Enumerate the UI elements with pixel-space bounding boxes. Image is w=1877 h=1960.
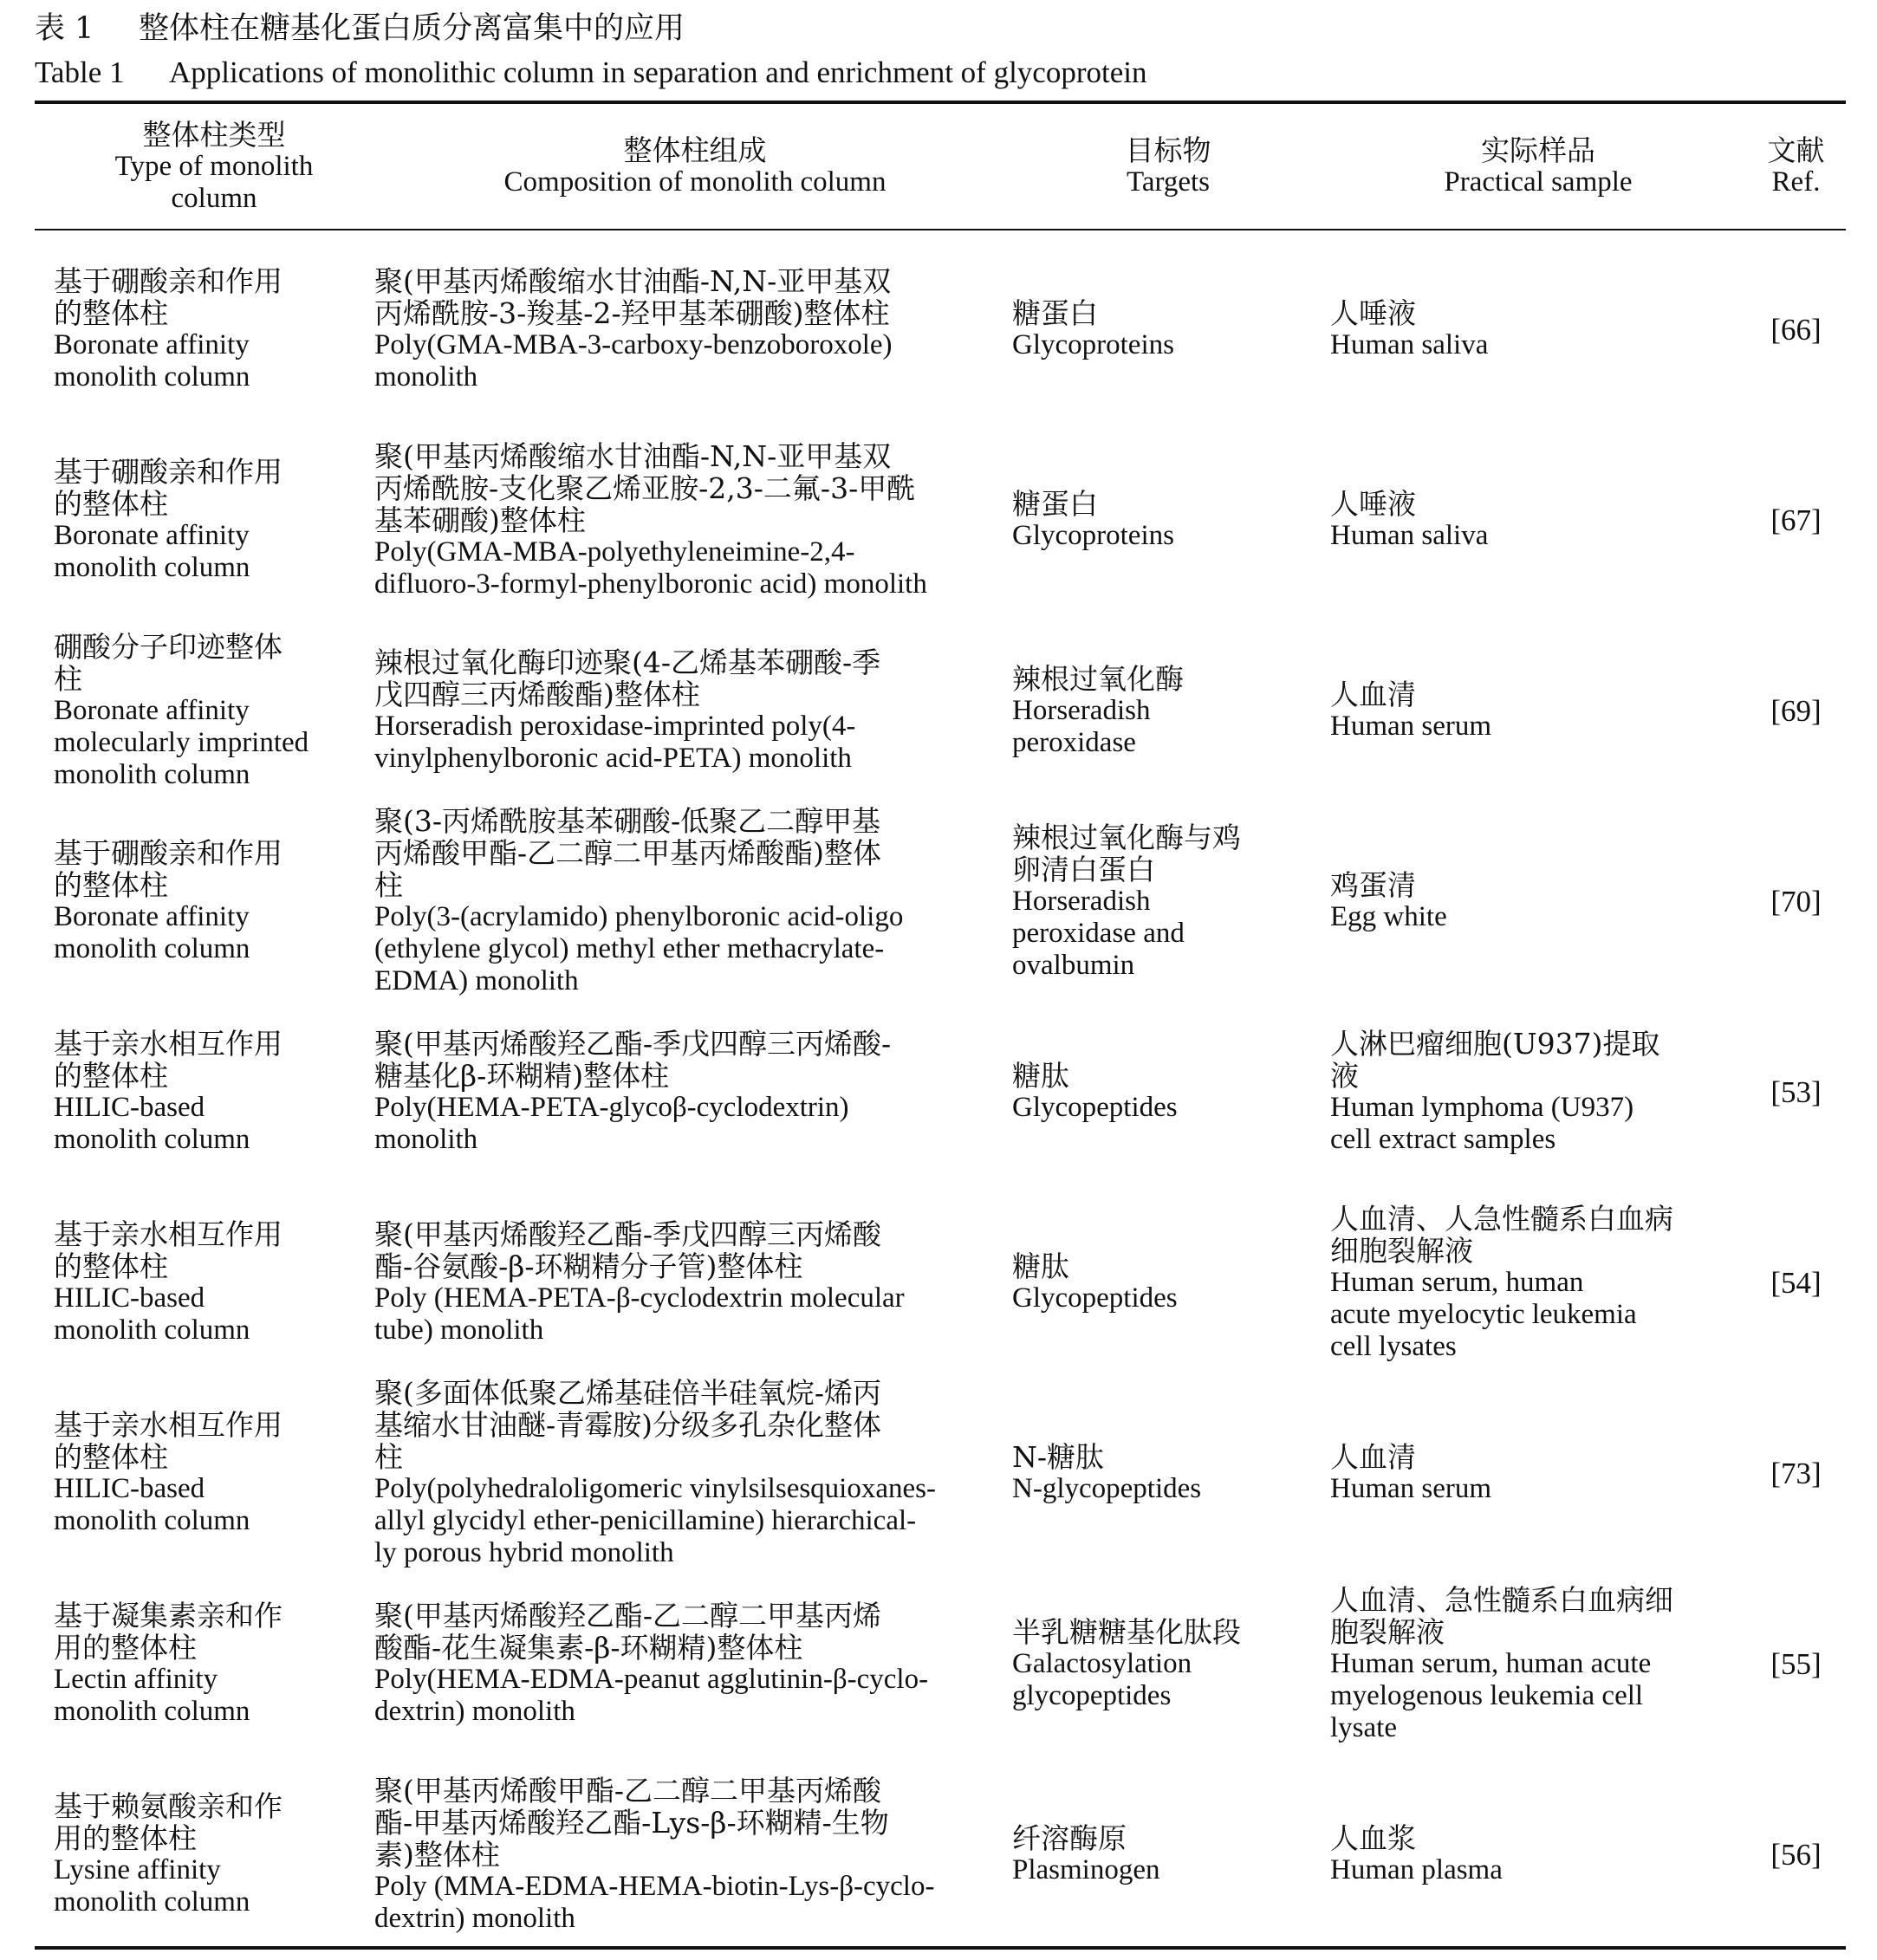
cell-composition-line: Poly(HEMA-EDMA-peanut agglutinin-β-cyclo- xyxy=(374,1664,929,1695)
header-ref-en: Ref. xyxy=(1771,166,1821,198)
cell-type-line: 基于凝集素亲和作 xyxy=(54,1599,283,1632)
cell-composition-line: Poly(polyhedraloligomeric vinylsilsesquioxanes- xyxy=(374,1473,936,1504)
cell-type-line: 的整体柱 xyxy=(54,1059,168,1093)
cell-target-line: N-glycopeptides xyxy=(1012,1473,1202,1504)
table-row xyxy=(35,1568,1846,1759)
cell-composition-line: Poly (MMA-EDMA-HEMA-biotin-Lys-β-cyclo- xyxy=(374,1870,935,1902)
cell-target xyxy=(1012,806,1324,996)
cell-type-line: monolith column xyxy=(54,1505,250,1536)
header-type xyxy=(54,106,374,227)
cell-target xyxy=(1012,1378,1324,1568)
cell-composition xyxy=(374,1187,1016,1378)
cell-type-line: HILIC-based xyxy=(54,1282,205,1314)
cell-sample-line: 人血清 xyxy=(1330,678,1416,711)
cell-type-line: 的整体柱 xyxy=(54,1440,168,1474)
cell-target-line: N-糖肽 xyxy=(1012,1440,1105,1474)
cell-type-line: Boronate affinity xyxy=(54,901,250,932)
cell-composition-line: (ethylene glycol) methyl ether methacrylate- xyxy=(374,933,885,964)
cell-type-line: 基于赖氨酸亲和作 xyxy=(54,1789,283,1823)
cell-ref xyxy=(1746,806,1846,996)
cell-target-line: peroxidase and xyxy=(1012,917,1185,949)
cell-sample xyxy=(1330,806,1746,996)
cell-ref xyxy=(1746,425,1846,615)
cell-composition-line: monolith xyxy=(374,361,478,393)
table-header xyxy=(35,106,1846,227)
header-targets xyxy=(1012,106,1324,227)
reference-number: [67] xyxy=(1770,503,1822,537)
table-caption xyxy=(35,7,1146,95)
reference-number: [53] xyxy=(1770,1074,1822,1109)
header-sample-en: Practical sample xyxy=(1444,166,1633,198)
header-composition-cn: 整体柱组成 xyxy=(623,133,767,167)
cell-type xyxy=(54,1187,374,1378)
cell-type-line: monolith column xyxy=(54,933,250,964)
cell-target-line: 糖肽 xyxy=(1012,1059,1069,1093)
reference-number: [55] xyxy=(1770,1646,1822,1681)
cell-type-line: monolith column xyxy=(54,1696,250,1727)
cell-target-line: peroxidase xyxy=(1012,726,1136,758)
cell-composition-line: 酯-甲基丙烯酸羟乙酯-Lys-β-环糊精-生物 xyxy=(374,1805,889,1840)
cell-ref xyxy=(1746,1568,1846,1759)
table-row xyxy=(35,1378,1846,1568)
header-type-en2: column xyxy=(171,182,257,214)
cell-target-line: ovalbumin xyxy=(1012,949,1135,981)
table-row xyxy=(35,996,1846,1187)
cell-sample-line: Egg white xyxy=(1330,901,1447,932)
cell-composition-line: 辣根过氧化酶印迹聚(4-乙烯基苯硼酸-季 xyxy=(374,646,881,679)
cell-type-line: 的整体柱 xyxy=(54,487,168,521)
cell-composition-line: 基苯硼酸)整体柱 xyxy=(374,503,586,537)
cell-composition-line: Poly(HEMA-PETA-glycoβ-cyclodextrin) xyxy=(374,1092,849,1123)
cell-composition-line: 聚(甲基丙烯酸甲酯-乙二醇二甲基丙烯酸 xyxy=(374,1773,882,1807)
cell-sample-line: 胞裂解液 xyxy=(1330,1614,1445,1649)
cell-target xyxy=(1012,996,1324,1187)
caption-en-number: Table 1 xyxy=(35,55,125,89)
cell-composition-line: 聚(多面体低聚乙烯基硅倍半硅氧烷-烯丙 xyxy=(374,1376,882,1410)
cell-type-line: monolith column xyxy=(54,1886,250,1918)
cell-type-line: 基于亲水相互作用 xyxy=(54,1217,283,1251)
cell-type-line: Boronate affinity xyxy=(54,694,250,726)
cell-target xyxy=(1012,234,1324,425)
cell-target-line: Plasminogen xyxy=(1012,1854,1160,1885)
cell-target-line: Glycoproteins xyxy=(1012,520,1174,551)
cell-composition-line: 柱 xyxy=(374,868,403,902)
header-ref-cn: 文献 xyxy=(1767,133,1825,167)
cell-type-line: Boronate affinity xyxy=(54,520,250,551)
cell-type-line: 基于硼酸亲和作用 xyxy=(54,836,283,870)
reference-number: [56] xyxy=(1770,1837,1822,1872)
table-row xyxy=(35,1759,1846,1950)
cell-type-line: monolith column xyxy=(54,758,250,790)
header-composition-en: Composition of monolith column xyxy=(503,166,887,198)
cell-target-line: 辣根过氧化酶与鸡 xyxy=(1012,820,1241,854)
cell-sample xyxy=(1330,996,1746,1187)
cell-sample-line: Human serum xyxy=(1330,711,1492,742)
table-bottom-rule xyxy=(35,1946,1846,1950)
cell-composition xyxy=(374,996,1016,1187)
cell-type-line: Lysine affinity xyxy=(54,1854,221,1885)
cell-sample-line: 人血浆 xyxy=(1330,1821,1416,1855)
cell-sample-line: 人血清、急性髓系白血病细 xyxy=(1330,1582,1673,1617)
cell-type xyxy=(54,425,374,615)
cell-composition-line: 聚(甲基丙烯酸羟乙酯-季戊四醇三丙烯酸- xyxy=(374,1027,892,1061)
cell-composition xyxy=(374,234,1016,425)
caption-english xyxy=(35,50,1146,95)
caption-en-title: Applications of monolithic column in separation and enrichment of glycoprotein xyxy=(169,55,1147,89)
cell-type-line: 柱 xyxy=(54,661,82,696)
cell-composition-line: EDMA) monolith xyxy=(374,965,579,996)
cell-target-line: Glycopeptides xyxy=(1012,1092,1178,1123)
header-targets-en: Targets xyxy=(1126,166,1211,198)
cell-sample xyxy=(1330,1568,1746,1759)
cell-sample xyxy=(1330,1187,1746,1378)
cell-ref xyxy=(1746,1187,1846,1378)
cell-target xyxy=(1012,425,1324,615)
cell-type-line: 的整体柱 xyxy=(54,1249,168,1283)
cell-sample-line: 人淋巴瘤细胞(U937)提取 xyxy=(1330,1027,1660,1061)
cell-type xyxy=(54,615,374,806)
table-row xyxy=(35,425,1846,615)
cell-sample-line: cell lysates xyxy=(1330,1330,1457,1362)
cell-type-line: Boronate affinity xyxy=(54,329,250,360)
cell-sample-line: Human serum, human xyxy=(1330,1266,1584,1298)
cell-composition xyxy=(374,1759,1016,1950)
cell-ref xyxy=(1746,615,1846,806)
cell-sample-line: 人血清、人急性髓系白血病 xyxy=(1330,1201,1673,1236)
cell-composition-line: monolith xyxy=(374,1124,478,1155)
header-type-cn: 整体柱类型 xyxy=(142,117,286,152)
table-row xyxy=(35,1187,1846,1378)
cell-sample xyxy=(1330,1759,1746,1950)
cell-ref xyxy=(1746,996,1846,1187)
header-sample-cn: 实际样品 xyxy=(1481,133,1595,167)
cell-sample xyxy=(1330,425,1746,615)
cell-composition xyxy=(374,615,1016,806)
table-row xyxy=(35,234,1846,425)
cell-target-line: 糖蛋白 xyxy=(1012,487,1098,521)
cell-type-line: Lectin affinity xyxy=(54,1664,218,1695)
cell-target-line: 纤溶酶原 xyxy=(1012,1821,1127,1855)
cell-sample-line: 人血清 xyxy=(1330,1440,1416,1474)
cell-target xyxy=(1012,1187,1324,1378)
cell-target xyxy=(1012,615,1324,806)
cell-target-line: 糖肽 xyxy=(1012,1249,1069,1283)
cell-composition-line: 丙烯酰胺-支化聚乙烯亚胺-2,3-二氟-3-甲酰 xyxy=(374,471,916,505)
cell-composition-line: Poly (HEMA-PETA-β-cyclodextrin molecular xyxy=(374,1282,905,1314)
cell-sample-line: 人唾液 xyxy=(1330,487,1416,521)
reference-number: [69] xyxy=(1770,693,1822,728)
cell-composition-line: 糖基化β-环糊精)整体柱 xyxy=(374,1059,670,1093)
cell-composition-line: Poly(GMA-MBA-polyethyleneimine-2,4- xyxy=(374,535,855,568)
reference-number: [70] xyxy=(1770,884,1822,918)
cell-composition-line: difluoro-3-formyl-phenylboronic acid) monolith xyxy=(374,568,927,600)
cell-type-line: 用的整体柱 xyxy=(54,1821,197,1855)
cell-type-line: 基于硼酸亲和作用 xyxy=(54,455,283,489)
cell-target-line: 半乳糖糖基化肽段 xyxy=(1012,1614,1241,1649)
cell-composition xyxy=(374,1568,1016,1759)
cell-type-line: monolith column xyxy=(54,1124,250,1155)
cell-sample-line: 细胞裂解液 xyxy=(1330,1233,1473,1268)
cell-composition xyxy=(374,806,1016,996)
cell-composition-line: 丙烯酸甲酯-乙二醇二甲基丙烯酸酯)整体 xyxy=(374,836,882,870)
cell-composition-line: 酯-谷氨酸-β-环糊精分子管)整体柱 xyxy=(374,1249,803,1283)
reference-number: [54] xyxy=(1770,1265,1822,1300)
cell-type xyxy=(54,996,374,1187)
cell-sample-line: myelogenous leukemia cell xyxy=(1330,1679,1644,1711)
cell-target-line: Horseradish xyxy=(1012,694,1151,726)
cell-type xyxy=(54,1568,374,1759)
cell-sample-line: Human saliva xyxy=(1330,520,1489,551)
cell-sample-line: 人唾液 xyxy=(1330,296,1416,330)
cell-target-line: Glycoproteins xyxy=(1012,329,1174,360)
cell-composition-line: 柱 xyxy=(374,1440,403,1474)
cell-sample-line: acute myelocytic leukemia xyxy=(1330,1298,1637,1330)
cell-ref xyxy=(1746,1759,1846,1950)
cell-composition-line: allyl glycidyl ether-penicillamine) hierarchical- xyxy=(374,1505,917,1536)
cell-type-line: 用的整体柱 xyxy=(54,1631,197,1665)
cell-target-line: 糖蛋白 xyxy=(1012,296,1098,330)
cell-composition-line: Poly(GMA-MBA-3-carboxy-benzoboroxole) xyxy=(374,329,893,360)
cell-type xyxy=(54,234,374,425)
cell-target-line: 辣根过氧化酶 xyxy=(1012,661,1184,696)
cell-sample xyxy=(1330,615,1746,806)
cell-target-line: Horseradish xyxy=(1012,885,1151,917)
cell-composition-line: 聚(甲基丙烯酸羟乙酯-季戊四醇三丙烯酸 xyxy=(374,1217,882,1251)
cell-sample-line: cell extract samples xyxy=(1330,1124,1556,1155)
cell-type xyxy=(54,806,374,996)
cell-composition-line: vinylphenylboronic acid-PETA) monolith xyxy=(374,743,852,774)
cell-type-line: HILIC-based xyxy=(54,1092,205,1123)
cell-sample-line: 液 xyxy=(1330,1059,1359,1093)
cell-type-line: monolith column xyxy=(54,361,250,393)
reference-number: [66] xyxy=(1770,312,1822,347)
cell-ref xyxy=(1746,1378,1846,1568)
cell-composition-line: 聚(甲基丙烯酸羟乙酯-乙二醇二甲基丙烯 xyxy=(374,1599,882,1632)
cell-composition-line: 聚(3-丙烯酰胺基苯硼酸-低聚乙二醇甲基 xyxy=(374,804,881,838)
cell-composition-line: 素)整体柱 xyxy=(374,1837,500,1872)
cell-target xyxy=(1012,1568,1324,1759)
header-type-en1: Type of monolith xyxy=(114,150,314,182)
cell-composition xyxy=(374,425,1016,615)
cell-composition-line: tube) monolith xyxy=(374,1314,544,1346)
caption-cn-title: 整体柱在糖基化蛋白质分离富集中的应用 xyxy=(139,11,685,46)
cell-ref xyxy=(1746,234,1846,425)
cell-composition-line: 基缩水甘油醚-青霉胺)分级多孔杂化整体 xyxy=(374,1408,882,1442)
cell-composition-line: 聚(甲基丙烯酸缩水甘油酯-N,N-亚甲基双 xyxy=(374,438,892,473)
table-row xyxy=(35,615,1846,806)
cell-sample-line: lysate xyxy=(1330,1711,1397,1743)
cell-type-line: 硼酸分子印迹整体 xyxy=(54,629,283,664)
table-top-rule xyxy=(35,101,1846,104)
cell-type-line: 的整体柱 xyxy=(54,868,168,902)
cell-type-line: HILIC-based xyxy=(54,1473,205,1504)
cell-sample-line: Human serum xyxy=(1330,1473,1492,1504)
cell-sample-line: Human saliva xyxy=(1330,329,1489,360)
cell-sample xyxy=(1330,1378,1746,1568)
caption-cn-number: 表 1 xyxy=(35,11,94,46)
cell-composition-line: Horseradish peroxidase-imprinted poly(4- xyxy=(374,711,856,742)
cell-sample xyxy=(1330,234,1746,425)
cell-target xyxy=(1012,1759,1324,1950)
header-ref xyxy=(1746,106,1846,227)
cell-composition xyxy=(374,1378,1016,1568)
caption-chinese xyxy=(35,7,1146,50)
cell-target-line: Galactosylation xyxy=(1012,1647,1192,1679)
cell-sample-line: 鸡蛋清 xyxy=(1330,868,1416,902)
cell-type-line: monolith column xyxy=(54,552,250,583)
header-sample xyxy=(1330,106,1746,227)
cell-composition-line: dextrin) monolith xyxy=(374,1902,575,1934)
cell-composition-line: Poly(3-(acrylamido) phenylboronic acid-oligo xyxy=(374,901,904,932)
cell-sample-line: Human plasma xyxy=(1330,1854,1503,1885)
cell-type-line: 基于亲水相互作用 xyxy=(54,1408,283,1442)
cell-target-line: 卵清白蛋白 xyxy=(1012,852,1155,886)
cell-type-line: monolith column xyxy=(54,1314,250,1346)
cell-type-line: 基于硼酸亲和作用 xyxy=(54,264,283,298)
cell-composition-line: 酸酯-花生凝集素-β-环糊精)整体柱 xyxy=(374,1631,803,1665)
cell-type xyxy=(54,1378,374,1568)
table-row xyxy=(35,806,1846,996)
cell-type-line: molecularly imprinted xyxy=(54,726,309,758)
table-header-rule xyxy=(35,229,1846,230)
cell-composition-line: dextrin) monolith xyxy=(374,1696,575,1727)
cell-sample-line: Human lymphoma (U937) xyxy=(1330,1092,1634,1123)
reference-number: [73] xyxy=(1770,1456,1822,1490)
cell-sample-line: Human serum, human acute xyxy=(1330,1647,1652,1679)
cell-type-line: 的整体柱 xyxy=(54,296,168,330)
cell-composition-line: ly porous hybrid monolith xyxy=(374,1537,674,1568)
cell-composition-line: 戊四醇三丙烯酸酯)整体柱 xyxy=(374,678,700,711)
cell-composition-line: 丙烯酰胺-3-羧基-2-羟甲基苯硼酸)整体柱 xyxy=(374,296,890,330)
cell-type-line: 基于亲水相互作用 xyxy=(54,1027,283,1061)
cell-target-line: glycopeptides xyxy=(1012,1679,1172,1711)
cell-type xyxy=(54,1759,374,1950)
cell-target-line: Glycopeptides xyxy=(1012,1282,1178,1314)
cell-composition-line: 聚(甲基丙烯酸缩水甘油酯-N,N-亚甲基双 xyxy=(374,264,892,298)
header-composition xyxy=(374,106,1016,227)
header-targets-cn: 目标物 xyxy=(1125,133,1211,167)
